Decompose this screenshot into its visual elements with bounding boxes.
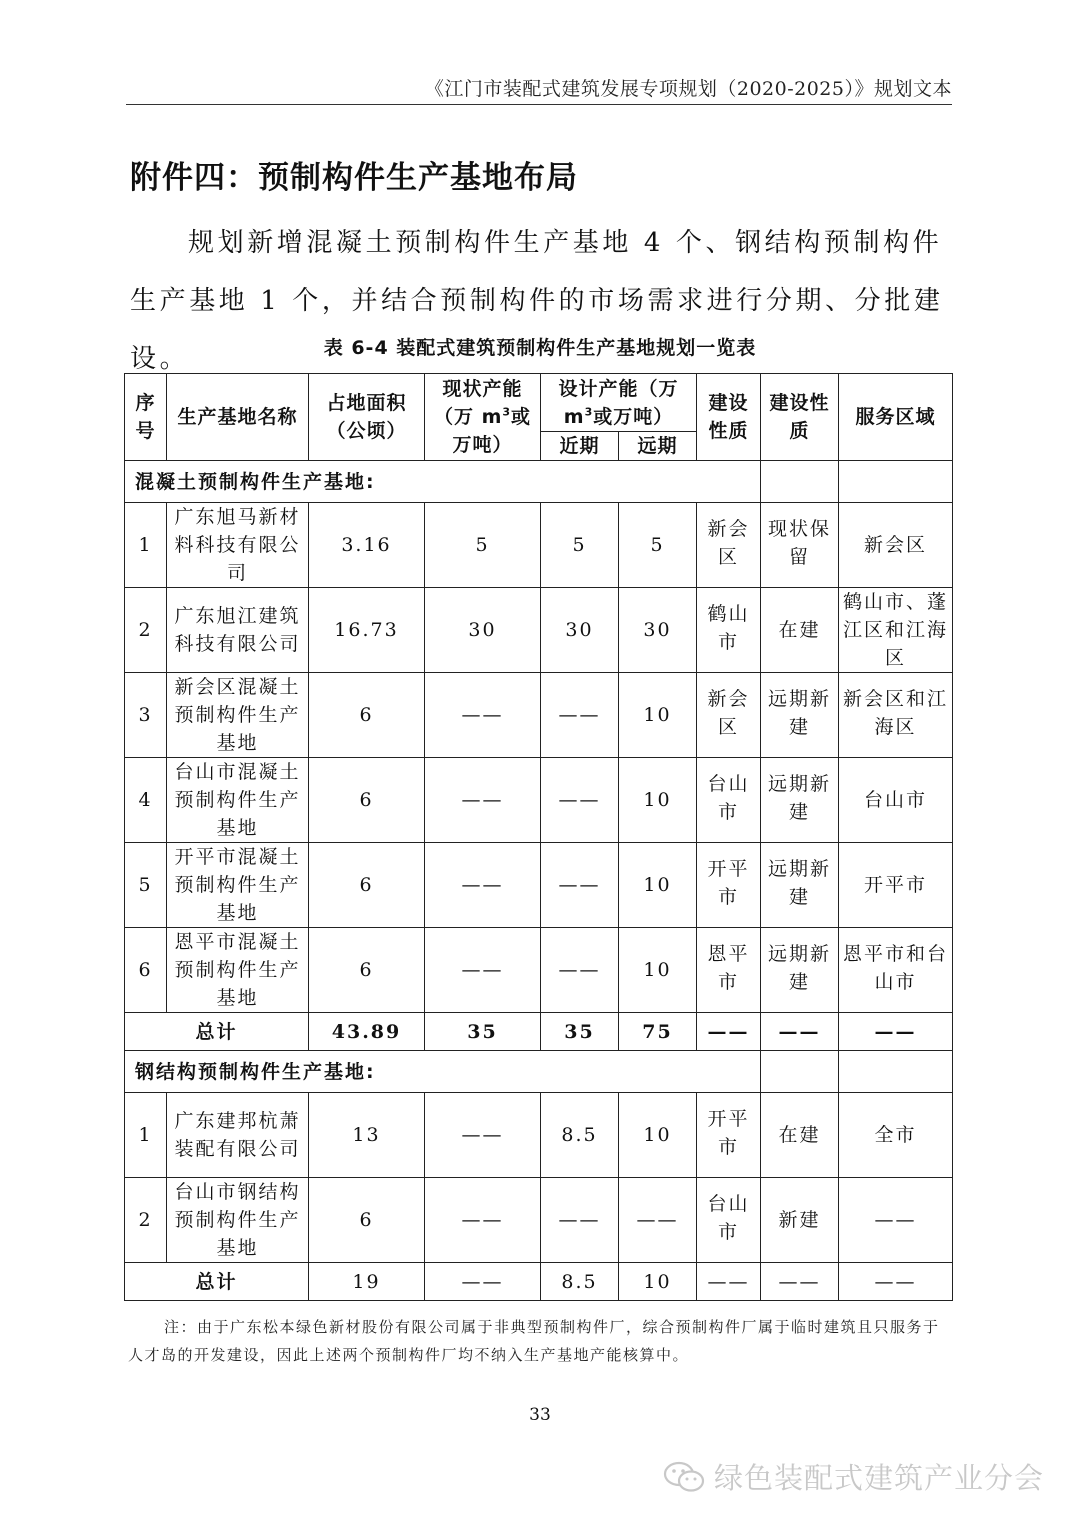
total-service: —— [839,1263,953,1301]
row-service: 全市 [839,1093,953,1178]
row-name: 恩平市混凝土预制构件生产基地 [167,928,309,1013]
row-near: 8.5 [541,1093,619,1178]
section-steel-label: 钢结构预制构件生产基地: [125,1051,761,1093]
row-current: —— [425,758,541,843]
row-service: 开平市 [839,843,953,928]
row-index: 2 [125,1178,167,1263]
row-current: 5 [425,503,541,588]
table-row [125,1178,953,1263]
header-current-capacity [425,374,541,461]
row-location: 恩平市 [697,928,761,1013]
table-row [125,758,953,843]
total-far: 10 [619,1263,697,1301]
header-current-post: 或万吨） [452,406,532,456]
row-nature: 新建 [761,1178,839,1263]
row-area: 3.16 [309,503,425,588]
row-current: 30 [425,588,541,673]
row-near: —— [541,928,619,1013]
section-empty-cell [839,461,953,503]
row-far: 30 [619,588,697,673]
section-empty-cell [761,1051,839,1093]
total-current: 35 [425,1013,541,1051]
row-near: —— [541,758,619,843]
table-note: 注：由于广东松本绿色新材股份有限公司属于非典型预制构件厂，综合预制构件厂属于临时建筑且只服务于人才岛的开发建设，因此上述两个预制构件厂均不纳入生产基地产能核算中。 [128,1318,940,1364]
row-location: 台山市 [697,1178,761,1263]
wechat-icon [662,1460,706,1494]
row-name: 广东旭江建筑科技有限公司 [167,588,309,673]
production-base-table [124,373,953,1301]
header-far: 远期 [619,432,697,461]
header-area: 占地面积（公顷） [309,374,425,461]
row-far: 10 [619,843,697,928]
header-nature: 建设性质 [761,374,839,461]
row-near: —— [541,843,619,928]
watermark [662,1456,1044,1497]
total-area: 19 [309,1263,425,1301]
row-nature: 远期新建 [761,758,839,843]
row-location: 开平市 [697,1093,761,1178]
table-caption: 表 6-4 装配式建筑预制构件生产基地规划一览表 [323,337,757,359]
row-name: 新会区混凝土预制构件生产基地 [167,673,309,758]
row-service: 新会区 [839,503,953,588]
total-label: 总计 [125,1263,309,1301]
row-location: 鹤山市 [697,588,761,673]
table-row [125,503,953,588]
row-area: 16.73 [309,588,425,673]
header-design-pre: 设计产能（万 m [558,377,679,428]
row-location: 台山市 [697,758,761,843]
row-nature: 远期新建 [761,928,839,1013]
table-row [125,673,953,758]
total-row-steel [125,1263,953,1301]
page-number: 33 [529,1405,551,1425]
row-name: 广东建邦杭萧装配有限公司 [167,1093,309,1178]
row-service: —— [839,1178,953,1263]
row-current: —— [425,1178,541,1263]
row-far: —— [619,1178,697,1263]
row-near: —— [541,673,619,758]
row-far: 10 [619,1093,697,1178]
total-near: 35 [541,1013,619,1051]
row-current: —— [425,1093,541,1178]
row-location: 新会区 [697,503,761,588]
row-far: 10 [619,928,697,1013]
row-location: 新会区 [697,673,761,758]
section-concrete-label: 混凝土预制构件生产基地: [125,461,761,503]
row-area: 6 [309,758,425,843]
row-far: 5 [619,503,697,588]
header-service: 服务区域 [839,374,953,461]
row-name: 广东旭马新材料科技有限公司 [167,503,309,588]
total-current: —— [425,1263,541,1301]
table-row [125,843,953,928]
page-header: 《江门市装配式建筑发展专项规划（2020-2025）》规划文本 [424,78,952,100]
row-location: 开平市 [697,843,761,928]
header-current-pre: 现状产能（万 m [433,378,523,428]
row-name: 台山市钢结构预制构件生产基地 [167,1178,309,1263]
table-row [125,928,953,1013]
total-service: —— [839,1013,953,1051]
row-index: 5 [125,843,167,928]
row-far: 10 [619,673,697,758]
header-location: 建设性质 [697,374,761,461]
header-current-sup: 3 [502,405,512,419]
total-nature: —— [761,1013,839,1051]
row-near: —— [541,1178,619,1263]
row-service: 新会区和江海区 [839,673,953,758]
total-location: —— [697,1263,761,1301]
row-name: 台山市混凝土预制构件生产基地 [167,758,309,843]
total-label: 总计 [125,1013,309,1051]
row-index: 6 [125,928,167,1013]
total-row-concrete [125,1013,953,1051]
row-index: 1 [125,1093,167,1178]
row-name: 开平市混凝土预制构件生产基地 [167,843,309,928]
row-nature: 远期新建 [761,673,839,758]
section-empty-cell [839,1051,953,1093]
page-title: 附件四：预制构件生产基地布局 [130,160,578,196]
table-row [125,1093,953,1178]
row-index: 4 [125,758,167,843]
row-near: 30 [541,588,619,673]
header-design-sup: 3 [584,405,594,419]
row-service: 台山市 [839,758,953,843]
total-far: 75 [619,1013,697,1051]
intro-paragraph: 规划新增混凝土预制构件生产基地 4 个、钢结构预制构件生产基地 1 个，并结合预制构件的市场需求进行分期、分批建设。 [130,228,944,374]
total-area: 43.89 [309,1013,425,1051]
row-current: —— [425,843,541,928]
row-area: 6 [309,843,425,928]
row-nature: 远期新建 [761,843,839,928]
row-area: 6 [309,673,425,758]
row-index: 1 [125,503,167,588]
row-current: —— [425,673,541,758]
section-empty-cell [761,461,839,503]
row-index: 3 [125,673,167,758]
row-current: —— [425,928,541,1013]
row-far: 10 [619,758,697,843]
row-index: 2 [125,588,167,673]
total-nature: —— [761,1263,839,1301]
row-nature: 在建 [761,1093,839,1178]
row-near: 5 [541,503,619,588]
header-rule [126,104,952,105]
row-area: 13 [309,1093,425,1178]
total-location: —— [697,1013,761,1051]
section-concrete [125,461,953,503]
row-area: 6 [309,928,425,1013]
total-near: 8.5 [541,1263,619,1301]
header-design-capacity [541,374,697,432]
section-steel [125,1051,953,1093]
header-near: 近期 [541,432,619,461]
header-name: 生产基地名称 [167,374,309,461]
row-service: 鹤山市、蓬江区和江海区 [839,588,953,673]
watermark-text: 绿色装配式建筑产业分会 [713,1461,1044,1495]
row-service: 恩平市和台山市 [839,928,953,1013]
row-nature: 现状保留 [761,503,839,588]
row-nature: 在建 [761,588,839,673]
table-row [125,588,953,673]
header-index: 序号 [125,374,167,461]
row-area: 6 [309,1178,425,1263]
header-design-post: 或万吨） [593,405,674,428]
